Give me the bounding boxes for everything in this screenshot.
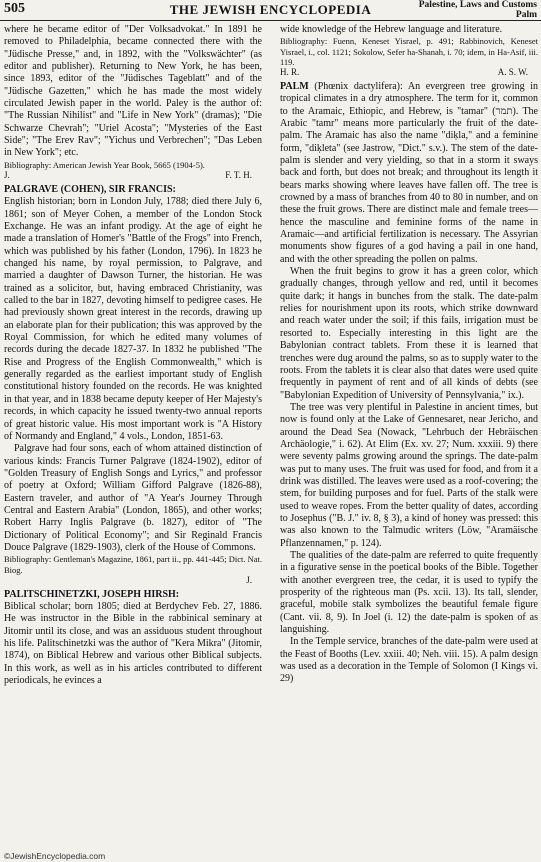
palitschinetzki-heading: PALITSCHINETZKI, JOSEPH HIRSH: (4, 588, 180, 600)
right-column (280, 24, 538, 850)
copyright-watermark: ©JewishEncyclopedia.com (4, 851, 106, 861)
palgrave-paragraph-1: English historian; born in London July, 1788; died there July 6, 1861; son of Meyer Cohen, a member of the London Stock Exchange. He was an infant prodigy. At the age of eight he made a translation of Homer's "Battle of the Frogs" into French, which was published by his father (London, 1796). In 1823 he changed his name, by royal permission, to Palgrave, and married a daughter of Dawson Turner, the historian. He was trained as a solicitor, but, having embraced Christianity, was called to the bar in 1827, devoting himself to pedigree cases. He had previously shown great interest in the records, drawing up an elaborate plan for their publication; this was approved by the Royal Commission, for which he edited many volumes of records during the decade 1827-37. In 1832 he published "The Rise and Progress of the English Commonwealth," which is generally regarded as the earliest important study of English constitutional history founded on the records. He was knighted in that year, and in 1838 became deputy keeper of Her Majesty's records, in which capacity he issued twenty-two annual reports of great historic value. His most important work is "A History of Normandy and England," 4 vols., London, 1851-63. (4, 196, 262, 442)
signature-initial: J. (246, 574, 252, 585)
palgrave-signature (4, 575, 262, 586)
page-header (0, 0, 541, 21)
palitschinetzki-signature (280, 67, 538, 78)
signature-author: A. S. W. (497, 66, 528, 77)
palitschinetzki-paragraph: Biblical scholar; born 1805; died at Berdychev Feb. 27, 1886. He was instructor in the Bible in the rabbinical seminary at Jitomir until its close, and was an assiduous student throughout his life. Palitschinetzki was the author of "Kera Mikra" (Jitomir, 1874), on Biblical Hebrew and various other Biblical subjects. In this work, as well as in his articles contributed to different periodicals, he evinces a (4, 601, 262, 687)
running-head-line1: Palestine, Laws and Customs (418, 0, 537, 10)
palitschinetzki-bibliography: Bibliography: Fuenn, Keneset Yisrael, p. 491; Rabbinovich, Keneset Yisrael, i., col. 1121; Sokolow, Sefer ha-Shanah, i. 70; idem, in Ha-Asif, iii. 119. (280, 36, 538, 67)
palm-paragraph-3: The tree was very plentiful in Palestine in ancient times, but now is found only at the Lake of Gennesaret, near Jericho, and around the Dead Sea (Nowack, "Lehrbuch der Hebräischen Archäologie," i. 62). At Elim (Ex. xv. 27; Num. xxxiii. 9) there were seventy palms growing around the springs. The date-palm was put to many uses. The fruit was used for food, and from it a drink was distilled. The leaves were used as a roof-covering; the stem, for building purposes and for fuel. Parts of the stalk were used to weave ropes. From the better quality of dates, according to Josephus ("B. J." iv. 8, § 3), a kind of honey was pressed: this was also known to the Talmudic writers (Löw, "Aramäische Pflanzennamen," p. 124). (280, 401, 538, 549)
signature-initial: H. R. (280, 66, 300, 77)
palm-heading: PALM (280, 80, 309, 92)
signature-author: F. T. H. (225, 169, 252, 180)
signature-initial: J. (4, 169, 10, 180)
palm-paragraph-4: The qualities of the date-palm are referred to quite frequently in a figurative sense in the poetical books of the Bible. Together with another evergreen tree, the cedar, it is used to typify the prosperity of the righteous man (Ps. xcii. 13). Its tall, slender, graceful, mobile stalk symbolizes the beautiful female figure (Cant. vii. 8, 9). In Joel (i. 12) the date-palm is spoken of as languishing. (280, 550, 538, 636)
running-head (419, 0, 537, 20)
palgrave-bibliography: Bibliography: Gentleman's Magazine, 1861, part ii., pp. 441-445; Dict. Nat. Biog. (4, 554, 262, 575)
running-head-line2: Palm (515, 10, 537, 20)
palm-paragraph-1-text: (Phœnix dactylifera): An evergreen tree growing in tropical climates in a dry atmosphere. The term for it, common to the Aramaic, Ethiopic, and Hebrew, is "tamar" (תמר). The Arabic "tamr" means more particularly the fruit of the date-palm. The Aramaic has also the name "diḳla," and a feminine form, "diḳleta" (see Jastrow, "Dict." s.v.). The stem of the date-palm is slender and very yielding, so that in a storm it sways back and forth, but does not break; and throughout its length it bears marks showing where leaves have fallen off. The tree is crowned by a mass of branches from 40 to 80 in number, and on these the fruit grows. There are distinct male and female trees—hence the masculine and feminine forms of the name in Aramaic—and artificial fertilization is necessary. The Assyrian monuments show figures of a god having a pail in one hand, and with the other spreading the pollen on palms. (280, 80, 538, 265)
paley-signature (4, 170, 262, 181)
palm-paragraph-5: In the Temple service, branches of the date-palm were used at the Feast of Booths (Lev. xxiii. 40; Neh. viii. 15). A palm design was used as a decoration in the Temple of Solomon (I Kings vi. 29) (280, 636, 538, 685)
continued-paragraph: wide knowledge of the Hebrew language and literature. (280, 24, 503, 35)
paley-paragraph: where he became editor of "Der Volksadvokat." In 1891 he removed to Philadelphia, became connected there with the "Jüdische Presse," and, in 1892, with the "Volkswächter" (as editor and publisher). Returning to New York, he has been, since 1893, editor of the "Jüdisches Tageblatt" and of the "Jüdische Gazetten," which he has made the most widely circulated Jewish paper in the world. Paley is the author of: "The Russian Nihilist" and "Life in New York" (dramas); "Die Schwarze Chevrah"; "Uriel Acosta"; "Mysteries of the East Side"; "The Erev Rav"; "Yichus und Verbrechen"; "Das Leben in New York"; etc. (4, 24, 262, 159)
palm-paragraph-1 (280, 81, 538, 266)
journal-title: THE JEWISH ENCYCLOPEDIA (169, 2, 372, 17)
page-number: 505 (4, 1, 25, 16)
paley-bibliography: Bibliography: American Jewish Year Book, 5665 (1904-5). (4, 159, 205, 170)
palgrave-paragraph-2: Palgrave had four sons, each of whom attained distinction of various kinds: Francis Turner Palgrave (1824-1902), editor of "Golden Treasury of English Songs and Lyrics," and professor of poetry at Oxford; William Gifford Palgrave (1826-88), Eastern traveler, and author of "A Year's Journey Through Central and Eastern Arabia" (London, 1865), and other works; Robert Harry Inglis Palgrave (b. 1827), editor of "The Dictionary of Political Economy"; and Sir Reginald Francis Douce Palgrave (1829-1903), clerk of the House of Commons. (4, 443, 262, 553)
left-column (4, 24, 262, 850)
palm-paragraph-2: When the fruit begins to grow it has a green color, which gradually changes, through yellow and red, until it becomes quite dark; it hangs in bunches from the stalk. The date-palm relies for nourishment upon its roots, which strike downward and reach water under the soil; if this fails, irrigation must be resorted to. Especially interesting in this light are the Babylonian contract tablets. From these it is learned that trenches were dug around the palms, so as to supply water to the roots. From the tablets it is clear also that dates were used quite frequently in payment of rent and of all kinds of debts (see "Babylonian Expedition of University of Pennsylvania," ix.). (280, 266, 538, 401)
palgrave-heading: PALGRAVE (COHEN), SIR FRANCIS: (4, 183, 176, 195)
